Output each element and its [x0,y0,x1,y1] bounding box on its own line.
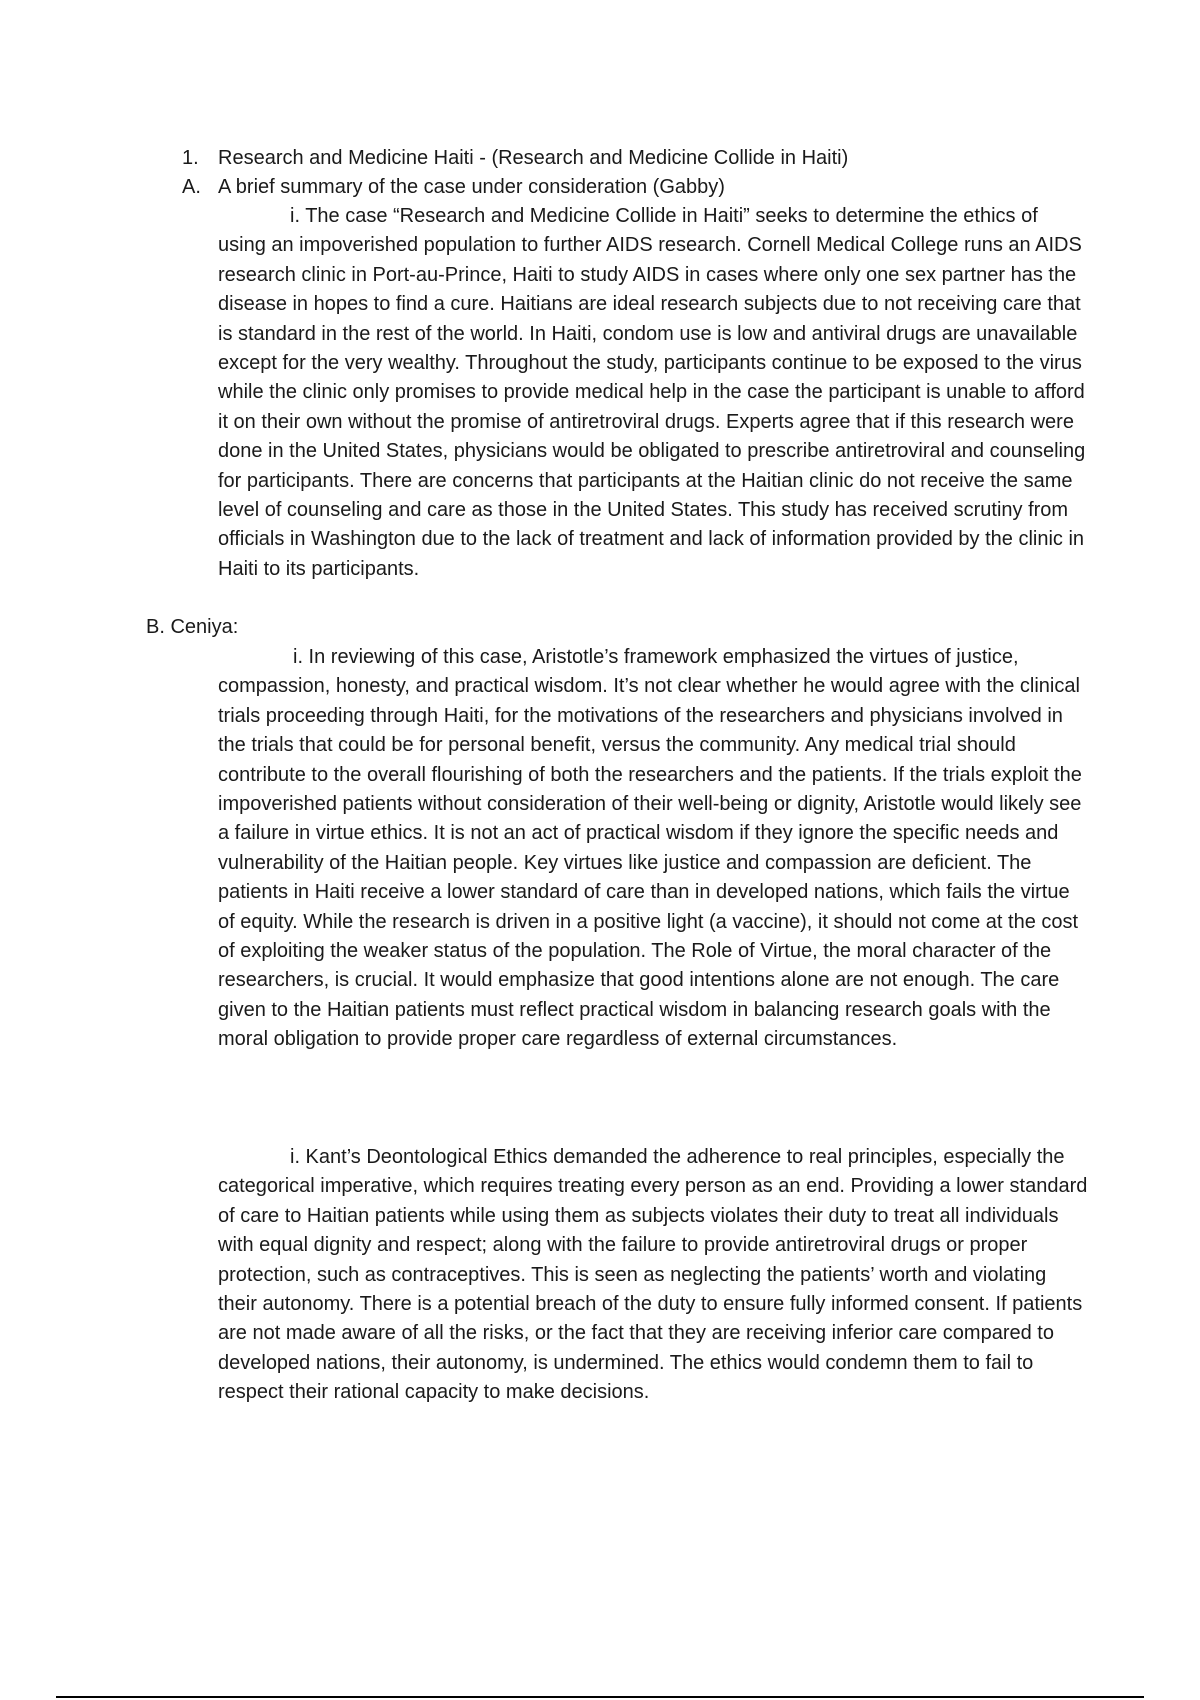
list-marker-a: A. [182,176,201,198]
kant-paragraph: i. Kant’s Deontological Ethics demanded the adherence to real principles, especially the categorical imperative, which requires treating every person as an end. Providing a lower standard of care to Haitian patients while using them as subjects violates their duty to treat all individuals with equal dignity and respect; along with the failure to provide antiretroviral drugs or proper protection, such as contraceptives. This is seen as neglecting the patients’ worth and violating their autonomy. There is a potential breach of the duty to ensure fully informed consent. If patients are not made aware of all the risks, or the fact that they are receiving inferior care compared to developed nations, their autonomy, is undermined. The ethics would condemn them to fail to respect their rational capacity to make decisions. [218,1146,1088,1404]
page-bottom-rule [56,1696,1144,1698]
heading-case-summary: A brief summary of the case under consideration (Gabby) [218,176,725,198]
heading-ceniya: B. Ceniya: [146,616,239,638]
case-summary-paragraph: i. The case “Research and Medicine Collide in Haiti” seeks to determine the ethics of using an impoverished population to further AIDS research. Cornell Medical College runs an AIDS research clinic in Port-au-Prince, Haiti to study AIDS in cases where only one sex partner has the disease in hopes to find a cure. Haitians are ideal research subjects due to not receiving care that is standard in the rest of the world. In Haiti, condom use is low and antiviral drugs are unavailable except for the very wealthy. Throughout the study, participants continue to be exposed to the virus while the clinic only promises to provide medical help in the case the participant is unable to afford it on their own without the promise of antiretroviral drugs. Experts agree that if this research were done in the United States, physicians would be obligated to prescribe antiretroviral and counseling for participants. There are concerns that participants at the Haitian clinic do not receive the same level of counseling and care as those in the United States. This study has received scrutiny from officials in Washington due to the lack of treatment and lack of information provided by the clinic in Haiti to its participants. [218,205,1086,580]
heading-research-and-medicine-haiti: Research and Medicine Haiti - (Research and Medicine Collide in Haiti) [218,147,849,169]
aristotle-paragraph: i. In reviewing of this case, Aristotle’s framework emphasized the virtues of justice, compassion, honesty, and practical wisdom. It’s not clear whether he would agree with the clinical trials proceeding through Haiti, for the motivations of the researchers and physicians involved in the trials that could be for personal benefit, versus the community. Any medical trial should contribute to the overall flourishing of both the researchers and the patients. If the trials exploit the impoverished patients without consideration of their well-being or dignity, Aristotle would likely see a failure in virtue ethics. It is not an act of practical wisdom if they ignore the specific needs and vulnerability of the Haitian people. Key virtues like justice and compassion are deficient. The patients in Haiti receive a lower standard of care than in developed nations, which fails the virtue of equity. While the research is driven in a positive light (a vaccine), it should not come at the cost of exploiting the weaker status of the population. The Role of Virtue, the moral character of the researchers, is crucial. It would emphasize that good intentions alone are not enough. The care given to the Haitian patients must reflect practical wisdom in balancing research goals with the moral obligation to provide proper care regardless of external circumstances. [218,646,1082,1051]
list-marker-1: 1. [182,147,199,169]
